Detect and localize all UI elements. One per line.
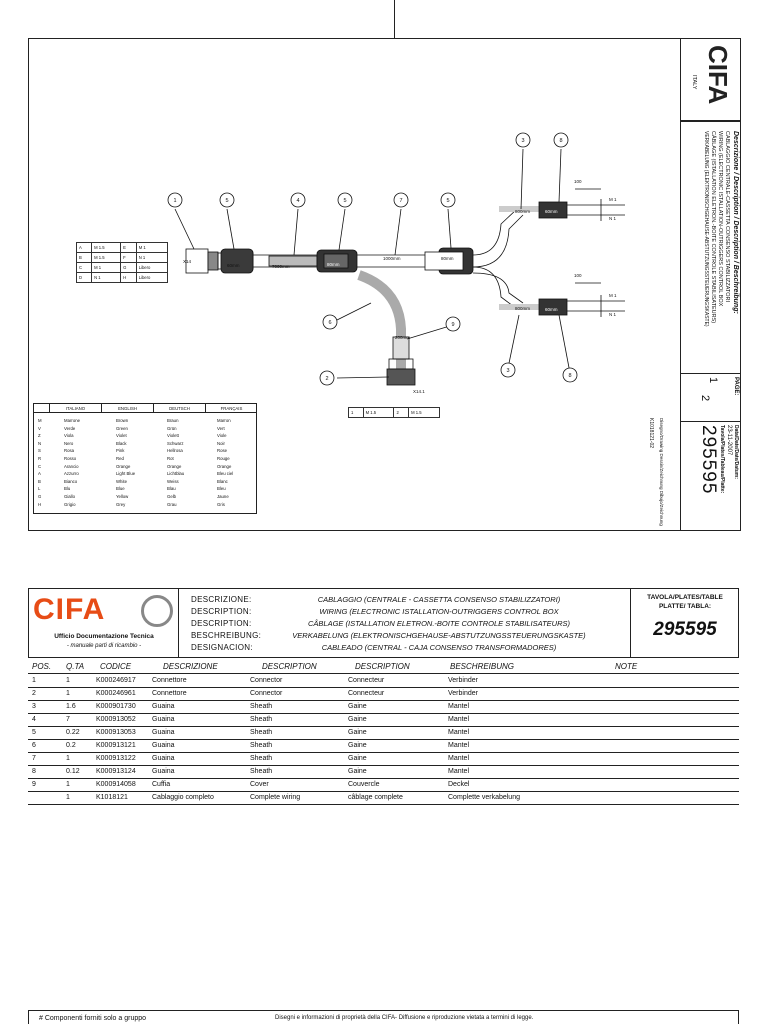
table-row [28, 714, 739, 727]
balloon-2: 2 [325, 376, 329, 382]
color-legend-entry: Bleu [217, 486, 226, 492]
table-row [28, 675, 739, 688]
descr-line-3: CÂBLAGE (ISTALLATION ELETRON.-BOITE CONTROLE STABILISATEURS) [710, 131, 716, 324]
balloon-3b: 3 [506, 368, 510, 374]
descr-line-1: CABLAGGIO CENTRALE-CASSETTA CONSENSO STABILIZZATORI [724, 131, 730, 303]
col-pos: POS. [32, 662, 52, 671]
color-legend-entry: Blanc [217, 478, 228, 484]
balloon-5c: 5 [446, 198, 450, 204]
table-cell: K000913121 [96, 742, 136, 749]
table-cell: Mantel [448, 729, 470, 736]
color-legend-entry: H [38, 501, 42, 507]
color-legend-entry: Rouge [217, 455, 230, 461]
desc-label-de: BESCHREIBUNG: [191, 631, 262, 640]
color-legend-entry: Orange [217, 463, 232, 469]
balloon-1: 1 [173, 198, 177, 204]
table-cell: Gaine [348, 729, 367, 736]
table-cell: Gaine [348, 703, 367, 710]
dim-800mm-b: 800mm [515, 306, 531, 311]
table-cell: Complete wiring [250, 794, 301, 801]
color-fr [217, 417, 233, 508]
dim-1000mm: 1000mm [383, 256, 401, 261]
desc-label-es: DESIGNACION: [191, 643, 253, 652]
table-cell: Guaina [152, 755, 175, 762]
balloon-3a: 3 [521, 138, 525, 144]
footer-left: # Componenti forniti solo a gruppo [39, 1015, 147, 1022]
color-legend-entry: N [38, 440, 42, 446]
out-m1-a: M 1 [609, 197, 617, 202]
table-cell: 1 [32, 677, 36, 684]
color-legend-entry: White [116, 478, 127, 484]
col-desc-fr: DESCRIPTION [355, 662, 410, 671]
col-qty: Q.TA [66, 662, 85, 671]
color-legend-entry: Grün [167, 425, 177, 431]
color-legend-entry: Light Blue [116, 471, 136, 477]
table-row [28, 688, 739, 701]
table-cell: 3 [32, 703, 36, 710]
balloon-8a: 8 [559, 138, 563, 144]
color-legend-entry: Violet [116, 433, 127, 439]
table-cell: Connecteur [348, 677, 385, 684]
table-cell: Mantel [448, 742, 470, 749]
table-row [28, 727, 739, 740]
label-x14: X14 [183, 259, 192, 264]
country-label: ITALY [691, 75, 697, 90]
table-cell: 1.6 [66, 703, 76, 710]
page-label: PAGE: [733, 377, 739, 396]
out-n1-a: N 1 [609, 216, 617, 221]
color-legend-entry: Grey [116, 501, 126, 507]
plate-label: Tavola/Plates/Tableau/Platte: [719, 425, 725, 494]
table-cell: Deckel [448, 781, 470, 788]
table-cell: câblage complete [348, 794, 403, 801]
color-legend-entry: Rose [217, 448, 228, 454]
col-english: ENGLISH [102, 404, 154, 413]
page-total: 2 [699, 395, 711, 402]
table-row [28, 792, 739, 805]
col-deutsch: DEUTSCH [154, 404, 206, 413]
color-legend-entry: Marrone [64, 418, 81, 423]
table-cell: K000901730 [96, 703, 136, 710]
balloon-8b: 8 [568, 373, 572, 379]
table-cell: 0.2 [66, 742, 76, 749]
table-cell: Cablaggio completo [152, 794, 214, 801]
desc-text-fr: CÂBLAGE (ISTALLATION ELETRON.-BOITE CONTROLE STABILISATEURS) [308, 619, 570, 628]
desc-text-en: WIRING (ELECTRONIC ISTALLATION-OUTRIGGERS CONTROL BOX [319, 607, 559, 616]
drawing-label: Disegno/Drawing Dessin/Zeichnung Dibujo/Zeichnung [659, 418, 664, 526]
footer [28, 1010, 739, 1024]
color-legend-entry: S [38, 448, 41, 454]
color-legend-entry: Brown [116, 418, 129, 423]
date-label: Data/Date/Date/Datum: [733, 425, 739, 479]
color-legend-entry: Violett [167, 433, 179, 439]
desc-text-de: VERKABELUNG (ELEKTRONISCHGEHAUSE-ABSTUTZUNGSSTEUERUNGSKASTE) [292, 631, 586, 640]
dim-200mm: 200mm [395, 335, 411, 340]
color-legend-entry: C [38, 463, 42, 469]
table-cell: 6 [32, 742, 36, 749]
table-cell: 1 [66, 677, 70, 684]
title-block [680, 39, 740, 530]
table-cell: Cuffia [152, 781, 171, 788]
logo-cell [29, 589, 179, 657]
table-cell: Mantel [448, 768, 470, 775]
col-desc-it: DESCRIZIONE [163, 662, 218, 671]
descr-line-2: WIRING (ELECTRONIC ISTALLATION-OUTRIGGERS CONTROL BOX [717, 131, 723, 307]
color-legend-entry: R [38, 455, 42, 461]
desc-label-fr: DESCRIPTION: [191, 619, 252, 628]
table-cell: K000246961 [96, 690, 136, 697]
desc-label-it: DESCRIZIONE: [191, 595, 252, 604]
table-cell: Sheath [250, 742, 273, 749]
color-legend-entry: Rot [167, 455, 174, 461]
parts-column-headers [28, 660, 739, 674]
color-legend-entry: Blue [116, 486, 125, 492]
table-cell: Connettore [152, 690, 187, 697]
color-de [167, 417, 184, 508]
color-legend-entry: Gris [217, 501, 225, 507]
table-row [28, 701, 739, 714]
table-cell: 1 [66, 755, 70, 762]
table-cell: K000913052 [96, 716, 136, 723]
color-legend-entry: Bianco [64, 478, 78, 484]
color-legend-entry: Schwarz [167, 440, 184, 446]
desc-label-en: DESCRIPTION: [191, 607, 252, 616]
table-cell: Guaina [152, 742, 175, 749]
color-legend-entry: Grigio [64, 501, 76, 507]
color-legend-entry: Black [116, 440, 127, 446]
table-cell: Sheath [250, 716, 273, 723]
table-row [28, 753, 739, 766]
color-legend-entry: Marron [217, 418, 231, 423]
color-en [116, 417, 135, 508]
col-italiano: ITALIANO [50, 404, 102, 413]
date-value: 23-11-2007 [726, 425, 732, 456]
connector-x14-1 [387, 369, 415, 385]
table-cell: K000913124 [96, 768, 136, 775]
table-cell: Cover [250, 781, 269, 788]
table-cell: Complette verkabelung [448, 794, 520, 801]
color-legend-entry: Giallo [64, 493, 75, 499]
table-cell: Couvercle [348, 781, 380, 788]
office-label: Ufficio Documentazione Tecnica [54, 633, 154, 640]
table-cell: K000913122 [96, 755, 136, 762]
footer-right: Disegni e informazioni di proprietà della CIFA- Diffusione e riproduzione vietata a termini di legge. [275, 1015, 534, 1021]
balloon-7: 7 [399, 198, 403, 204]
parts-header [28, 588, 739, 658]
pin-table: A M 1.5 E M 1 B M 1.5 F N 1 C M 1 G Libero D N 1 H Libero [76, 242, 168, 283]
color-legend-entry: Vert [217, 425, 225, 431]
table-cell: Sheath [250, 703, 273, 710]
table-row [28, 766, 739, 779]
parts-plate-label: TAVOLA/PLATES/TABLE PLATTE/ TABLA: [647, 594, 723, 610]
color-legend-entry: Pink [116, 448, 125, 454]
table-cell: Verbinder [448, 677, 478, 684]
color-legend-entry: Braun [167, 418, 179, 423]
color-legend-entry: Orange [167, 463, 182, 469]
pin-table-2: 1 M 1.5 2 M 1.5 [348, 407, 440, 418]
table-cell: 4 [32, 716, 36, 723]
desc-text-it: CABLAGGIO (CENTRALE - CASSETTA CONSENSO STABILIZZATORI) [317, 595, 561, 604]
table-cell: Sheath [250, 755, 273, 762]
color-legend-entry: Red [116, 455, 124, 461]
brand-logo: CIFA [703, 45, 733, 105]
table-cell: K000913053 [96, 729, 136, 736]
col-note: NOTE [615, 662, 638, 671]
page-num: 1 [707, 377, 719, 384]
drawing-code: K1018121-02 [648, 418, 654, 449]
color-legend-entry: B [38, 478, 41, 484]
table-cell: Gaine [348, 768, 367, 775]
table-cell: 7 [66, 716, 70, 723]
col-desc-en: DESCRIPTION [262, 662, 317, 671]
description-cell [179, 589, 631, 657]
table-cell: Mantel [448, 755, 470, 762]
table-cell: Guaina [152, 768, 175, 775]
table-cell: 1 [66, 794, 70, 801]
color-legend-entry: Rosso [64, 455, 77, 461]
descr-header: Descrizione / Description / Description / Beschreibung: [732, 131, 739, 314]
table-cell: 7 [32, 755, 36, 762]
descr-line-4: VERKABELUNG (ELEKTRONISCHGEHAUSE-ABSTUTZUNGSSTEUERUNGSKASTE) [703, 131, 709, 327]
color-legend-entry: Weiss [167, 478, 179, 484]
table-cell: K1018121 [96, 794, 128, 801]
table-cell: Sheath [250, 729, 273, 736]
color-legend-entry: Arancio [64, 463, 79, 469]
table-cell: Connector [250, 677, 283, 684]
table-cell: Gaine [348, 755, 367, 762]
color-legend-entry: Yellow [116, 493, 129, 499]
balloon-5b: 5 [343, 198, 347, 204]
table-cell: K000914058 [96, 781, 136, 788]
dim-60mm-b: 60mm [545, 307, 558, 312]
balloon-4: 4 [296, 198, 300, 204]
color-legend-entry: Viole [217, 433, 227, 439]
color-legend-entry: Hellrosa [167, 448, 183, 454]
table-row [28, 740, 739, 753]
table-cell: Gaine [348, 742, 367, 749]
manual-label: - manuale parti di ricambio - [66, 643, 142, 649]
sheath-5-left [221, 249, 253, 273]
table-cell: Gaine [348, 716, 367, 723]
color-legend-entry: G [38, 493, 42, 499]
table-cell: 1 [66, 690, 70, 697]
dim-80mm-b: 80mm [441, 256, 454, 261]
color-legend-entry: Jaune [217, 493, 229, 499]
table-cell: 0.22 [66, 729, 80, 736]
table-cell: Connector [250, 690, 283, 697]
balloon-9: 9 [451, 322, 455, 328]
parts-plate-number: 295595 [653, 619, 717, 640]
table-cell: 1 [66, 781, 70, 788]
color-legend-table [33, 403, 257, 514]
table-cell: Guaina [152, 729, 175, 736]
table-cell: Connecteur [348, 690, 385, 697]
table-cell: K000246917 [96, 677, 136, 684]
color-legend-entry: Bleu ciel [217, 471, 234, 477]
dim-800mm-a: 800mm [515, 209, 531, 214]
table-cell: Sheath [250, 768, 273, 775]
color-legend-entry: Verde [64, 425, 76, 431]
color-legend-entry: Green [116, 425, 128, 431]
color-legend-entry: Blu [64, 486, 71, 492]
out-n1-b: N 1 [609, 312, 617, 317]
col-desc-de: BESCHREIBUNG [450, 662, 515, 671]
color-legend-entry: M [38, 418, 42, 423]
table-cell: Connettore [152, 677, 187, 684]
dim-60mm-a: 60mm [545, 209, 558, 214]
color-legend-entry: Gelb [167, 493, 177, 499]
plate-number: 295595 [698, 425, 719, 495]
color-legend-entry: A [38, 471, 41, 477]
dim-60mm: 60mm [227, 263, 240, 268]
col-francais: FRANÇAIS [206, 404, 257, 413]
color-legend-entry: Viola [64, 433, 74, 439]
dim-7000mm: 7000mm [272, 264, 290, 269]
top-divider-line [394, 0, 395, 38]
table-cell: 5 [32, 729, 36, 736]
color-legend-entry: Nero [64, 440, 74, 446]
color-legend-entry: L [38, 486, 41, 492]
balloon-5a: 5 [225, 198, 229, 204]
table-cell: 9 [32, 781, 36, 788]
table-cell: 8 [32, 768, 36, 775]
color-legend-entry: Grau [167, 501, 177, 507]
table-cell: Guaina [152, 716, 175, 723]
color-legend-entry: Noir [217, 440, 225, 446]
color-it [64, 417, 80, 508]
dim-100-b: 100 [574, 273, 582, 278]
plate-cell [631, 589, 739, 657]
color-legend-entry: Blau [167, 486, 176, 492]
out-m1-b: M 1 [609, 293, 617, 298]
table-cell: Mantel [448, 716, 470, 723]
color-legend-entry: Z [38, 433, 41, 439]
color-codes [38, 417, 42, 508]
cifa-emblem-icon [141, 595, 173, 627]
table-row [28, 779, 739, 792]
table-cell: Guaina [152, 703, 175, 710]
cifa-logo: CIFA [33, 593, 106, 626]
table-cell: Verbinder [448, 690, 478, 697]
dim-80mm-a: 80mm [327, 262, 340, 267]
color-legend-entry: V [38, 425, 41, 431]
table-cell: Mantel [448, 703, 470, 710]
color-legend-entry: Lichtblau [167, 471, 185, 477]
balloon-6: 6 [328, 320, 332, 326]
desc-text-es: CABLEADO (CENTRAL - CAJA CONSENSO TRANSFORMADORES) [321, 643, 557, 652]
color-legend-entry: Rosa [64, 448, 75, 454]
table-cell: 0.12 [66, 768, 80, 775]
color-legend-entry: Orange [116, 463, 131, 469]
label-x14-1: X14.1 [413, 389, 425, 394]
dim-100-a: 100 [574, 179, 582, 184]
color-legend-entry: Azzurro [64, 471, 79, 477]
col-code: CODICE [100, 662, 132, 671]
table-cell: 2 [32, 690, 36, 697]
